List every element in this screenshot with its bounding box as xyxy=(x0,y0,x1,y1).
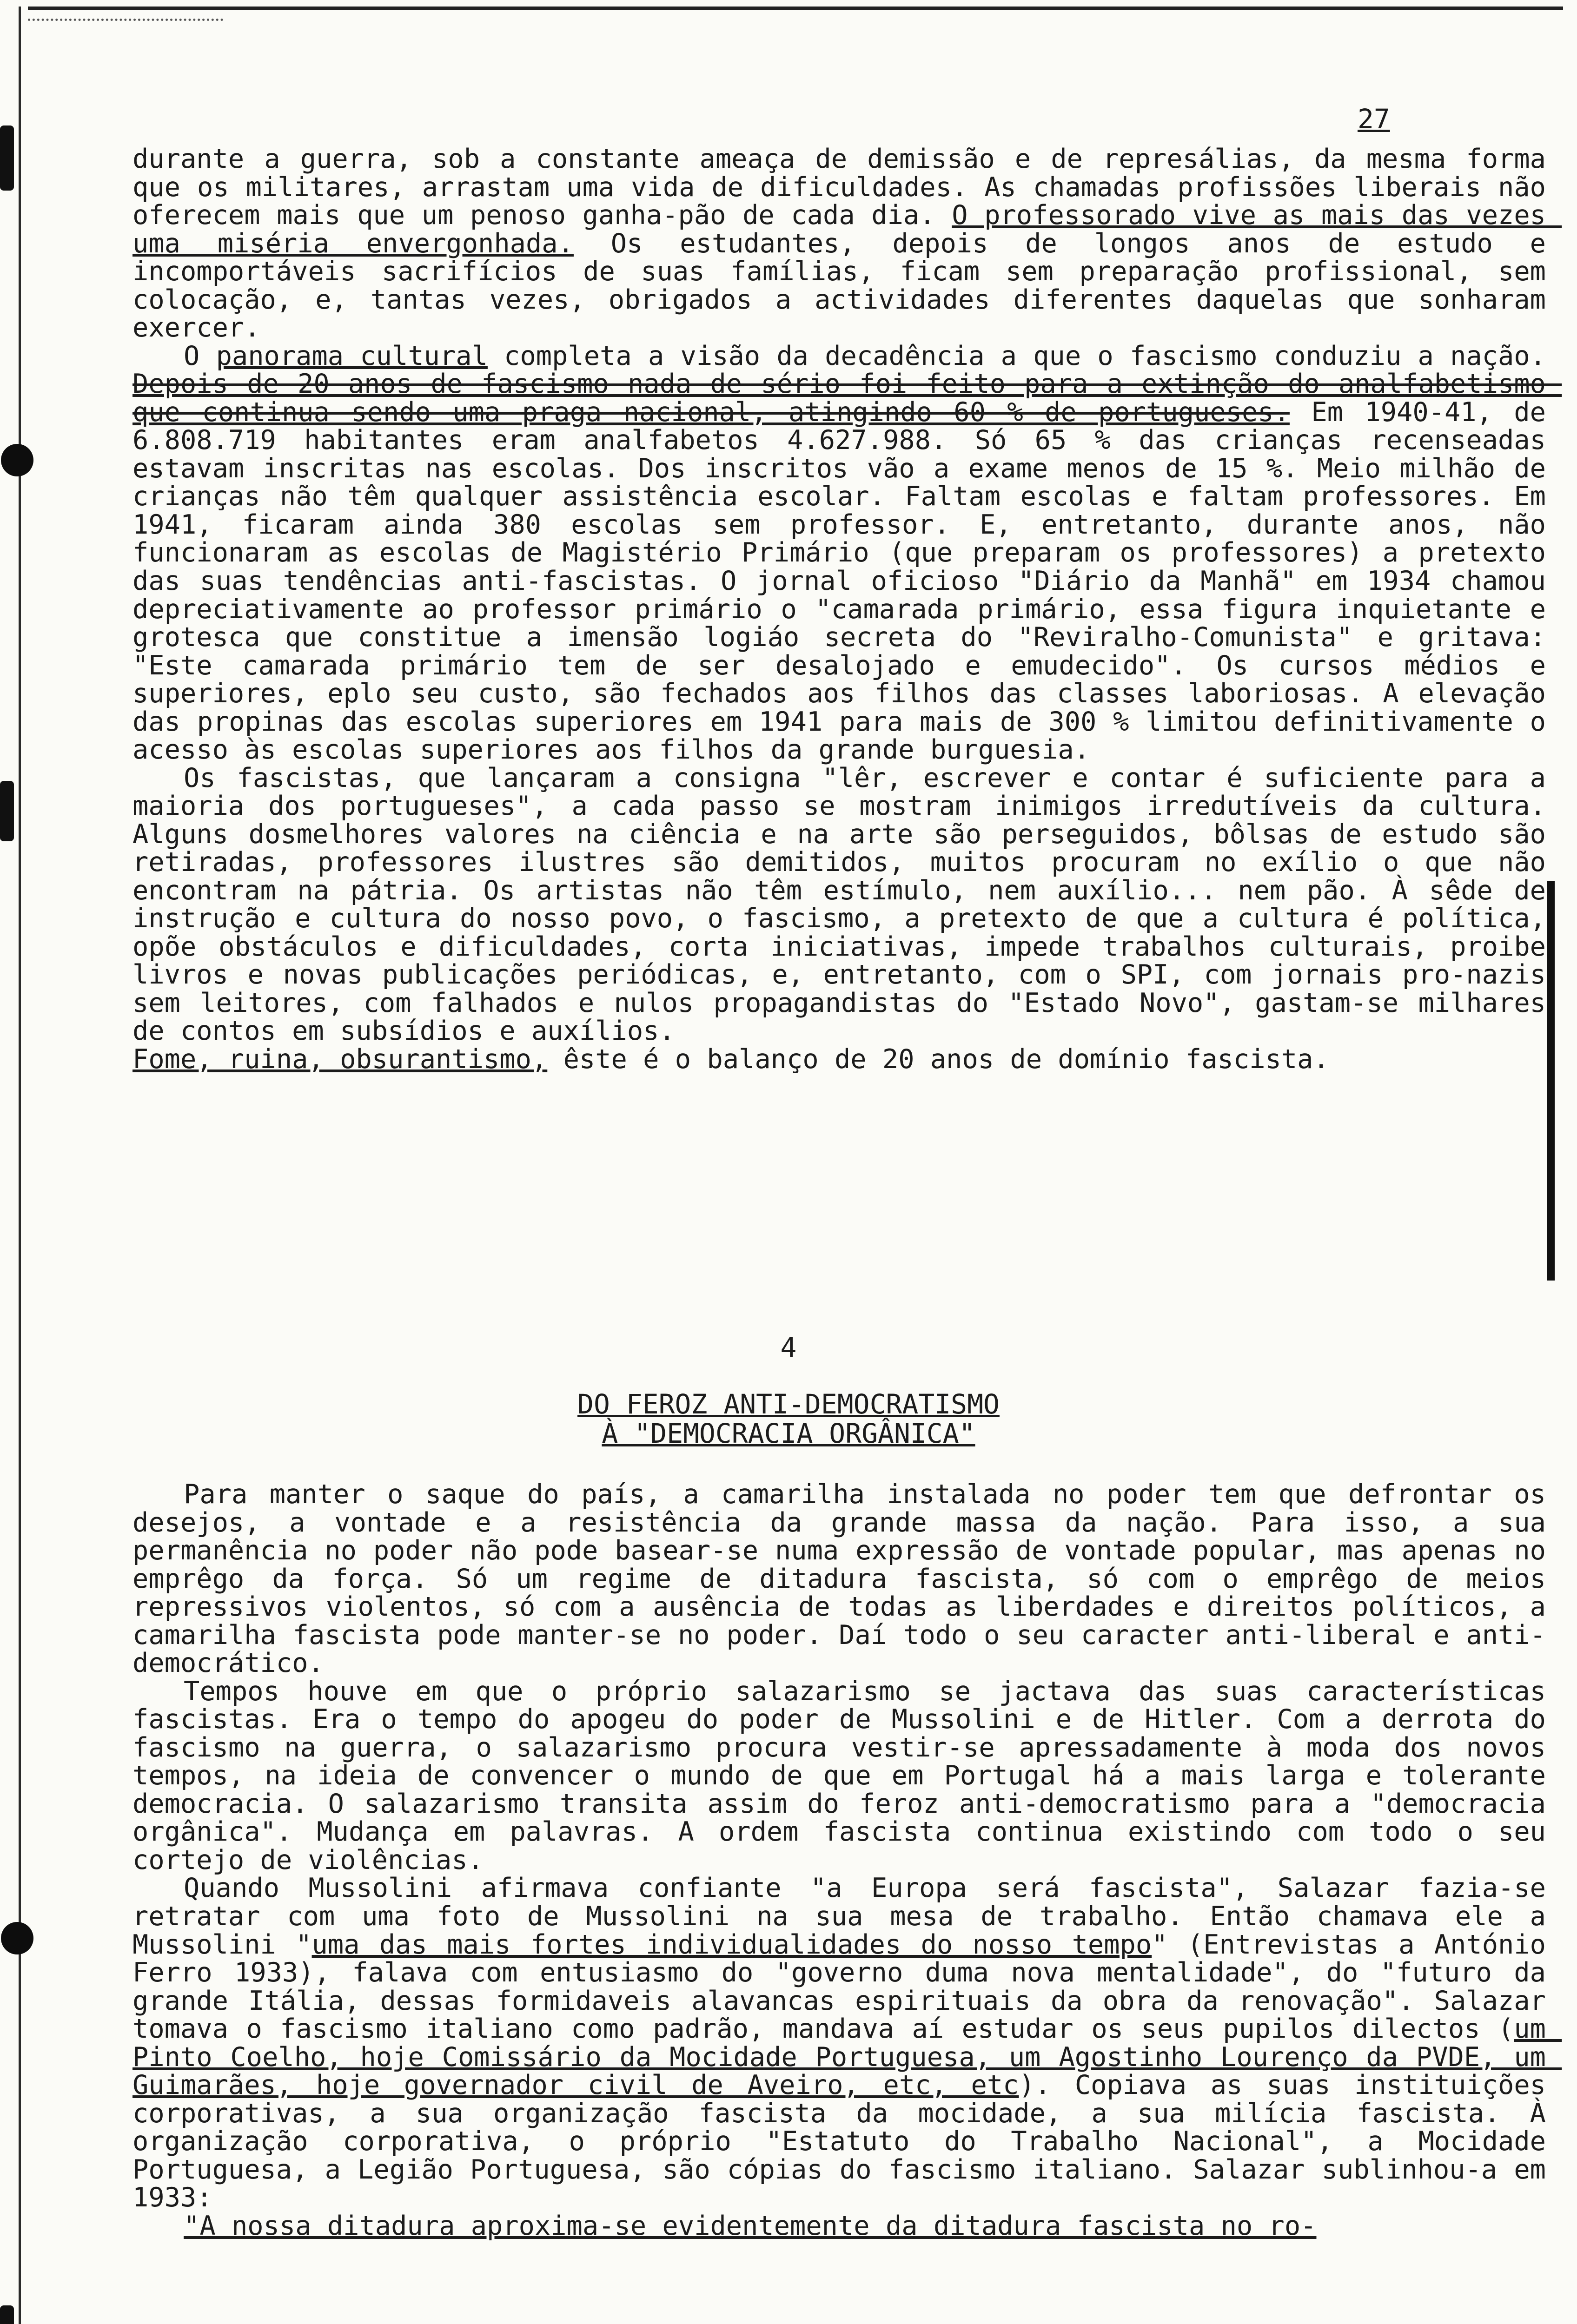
paragraph: Fome, ruina, obsurantismo, êste é o balanço de 20 anos de domínio fascista. xyxy=(133,1044,1329,1075)
top-dotted-mark xyxy=(28,19,223,21)
top-edge-rule xyxy=(28,7,1563,10)
punch-hole xyxy=(1,444,33,476)
paragraph: "A nossa ditadura aproxima-se evidentemente da ditadura fascista no ro- xyxy=(184,2210,1317,2241)
paragraph: durante a guerra, sob a constante ameaça de demissão e de represálias, da mesma forma que os militares, arrastam uma vida de dificuldades. As chamadas profissões liberais não oferecem mais que um penoso ganha-pão de cada dia. O professorado vive as mais das vezes uma miséria envergonhada. Os estudantes, depois de longos anos de estudo e incomportáveis sacrifícios de suas famílias, ficam sem preparação profissional, sem colocação, e, tantas vezes, obrigados a actividades diferentes daquelas que sonharam exercer. xyxy=(133,144,1562,343)
binding-mark xyxy=(0,2305,14,2324)
punch-hole xyxy=(1,1922,33,1954)
section-number: 4 xyxy=(780,1332,797,1363)
section-1-body xyxy=(133,144,1562,1075)
paragraph: Quando Mussolini afirmava confiante "a Europa será fascista", Salazar fazia-se retratar com uma foto de Mussolini na sua mesa de trabalho. Então chamava ele a Mussolini "uma das mais fortes individualidades do nosso tempo" (Entrevistas a António Ferro 1933), falava com entusiasmo do "governo duma nova mentalidade", do "futuro da grande Itália, dessas formidaveis alavancas espirituais da obra da renovação". Salazar tomava o fascismo italiano como padrão, mandava aí estudar os seus pupilos dilectos (um Pinto Coelho, hoje Comissário da Mocidade Portuguesa, um Agostinho Lourenço da PVDE, um Guimarães, hoje governador civil de Aveiro, etc, etc). Copiava as suas instituições corporativas, a sua organização fascista da mocidade, a sua milícia fascista. À organização corporativa, o próprio "Estatuto do Trabalho Nacional", a Mocidade Portuguesa, a Legião Portuguesa, são cópias do fascismo italiano. Salazar sublinhou-a em 1933: xyxy=(133,1873,1562,2213)
section-heading xyxy=(0,1390,1577,1448)
paragraph: Tempos houve em que o próprio salazarismo se jactava das suas características fascistas. Era o tempo do apogeu do poder de Mussolini e de Hitler. Com a derrota do fascismo na guerra, o salazarismo procura vestir-se apressadamente à moda dos novos tempos, na ideia de convencer o mundo de que em Portugal há a mais larga e tolerante democracia. O salazarismo transita assim do feroz anti-democratismo para a "democracia orgânica". Mudança em palavras. A ordem fascista continua existindo com todo o seu cortejo de violências. xyxy=(133,1676,1562,1875)
heading-line: À "DEMOCRACIA ORGÂNICA" xyxy=(602,1417,975,1449)
page-number: 27 xyxy=(1358,103,1390,135)
paragraph: Os fascistas, que lançaram a consigna "lêr, escrever e contar é suficiente para a maioria dos portugueses", a cada passo se mostram inimigos irredutíveis da cultura. Alguns dosmelhores valores na ciência e na arte são perseguidos, bôlsas de estudo são retiradas, professores ilustres são demitidos, muitos procuram no exílio o que não encontram na pátria. Os artistas não têm estímulo, nem auxílio... nem pão. À sêde de instrução e cultura do nosso povo, o fascismo, a pretexto de que a cultura é política, opõe obstáculos e dificuldades, corta iniciativas, impede trabalhos culturais, proibe livros e novas publicações periódicas, e, entretanto, com o SPI, com jornais pro-nazis sem leitores, com falhados e nulos propagandistas do "Estado Novo", gastam-se milhares de contos em subsídios e auxílios. xyxy=(133,762,1562,1047)
left-margin-rule xyxy=(19,7,21,2324)
paragraph: O panorama cultural completa a visão da decadência a que o fascismo conduziu a nação. Depois de 20 anos de fascismo nada de sério foi feito para a extinção do analfabetismo que continua sendo uma praga nacional, atingindo 60 % de portugueses. Em 1940-41, de 6.808.719 habitantes eram analfabetos 4.627.988. Só 65 % das crianças recenseadas estavam inscritas nas escolas. Dos inscritos vão a exame menos de 15 %. Meio milhão de crianças não têm qualquer assistência escolar. Faltam escolas e faltam professores. Em 1941, ficaram ainda 380 escolas sem professor. E, entretanto, durante anos, não funcionaram as escolas de Magistério Primário (que preparam os professores) a pretexto das suas tendências anti-fascistas. O jornal oficioso "Diário da Manhã" em 1934 chamou depreciativamente ao professor primário o "camarada primário, essa figura inquietante e grotesca que constitue a imensão logiáo secreta do "Reviralho-Comunista" e gritava: "Este camarada primário tem de ser desalojado e emudecido". Os cursos médios e superiores, eplo seu custo, são fechados aos filhos das classes laboriosas. A elevação das propinas das escolas superiores em 1941 para mais de 300 % limitou definitivamente o acesso às escolas superiores aos filhos da grande burguesia. xyxy=(133,340,1562,766)
paragraph: Para manter o saque do país, a camarilha instalada no poder tem que defrontar os desejos, a vontade e a resistência da grande massa da nação. Para isso, a sua permanência no poder não pode basear-se numa expressão de vontade popular, mas apenas no emprêgo da força. Só um regime de ditadura fascista, só com o emprêgo de meios repressivos violentos, só com a ausência de todas as liberdades e direitos políticos, a camarilha fascista pode manter-se no poder. Daí todo o seu caracter anti-liberal e anti-democrático. xyxy=(133,1479,1562,1679)
binding-mark xyxy=(0,781,14,841)
heading-line: DO FEROZ ANTI-DEMOCRATISMO xyxy=(577,1388,1000,1420)
binding-mark xyxy=(0,125,14,191)
section-2-body xyxy=(133,1479,1562,2241)
